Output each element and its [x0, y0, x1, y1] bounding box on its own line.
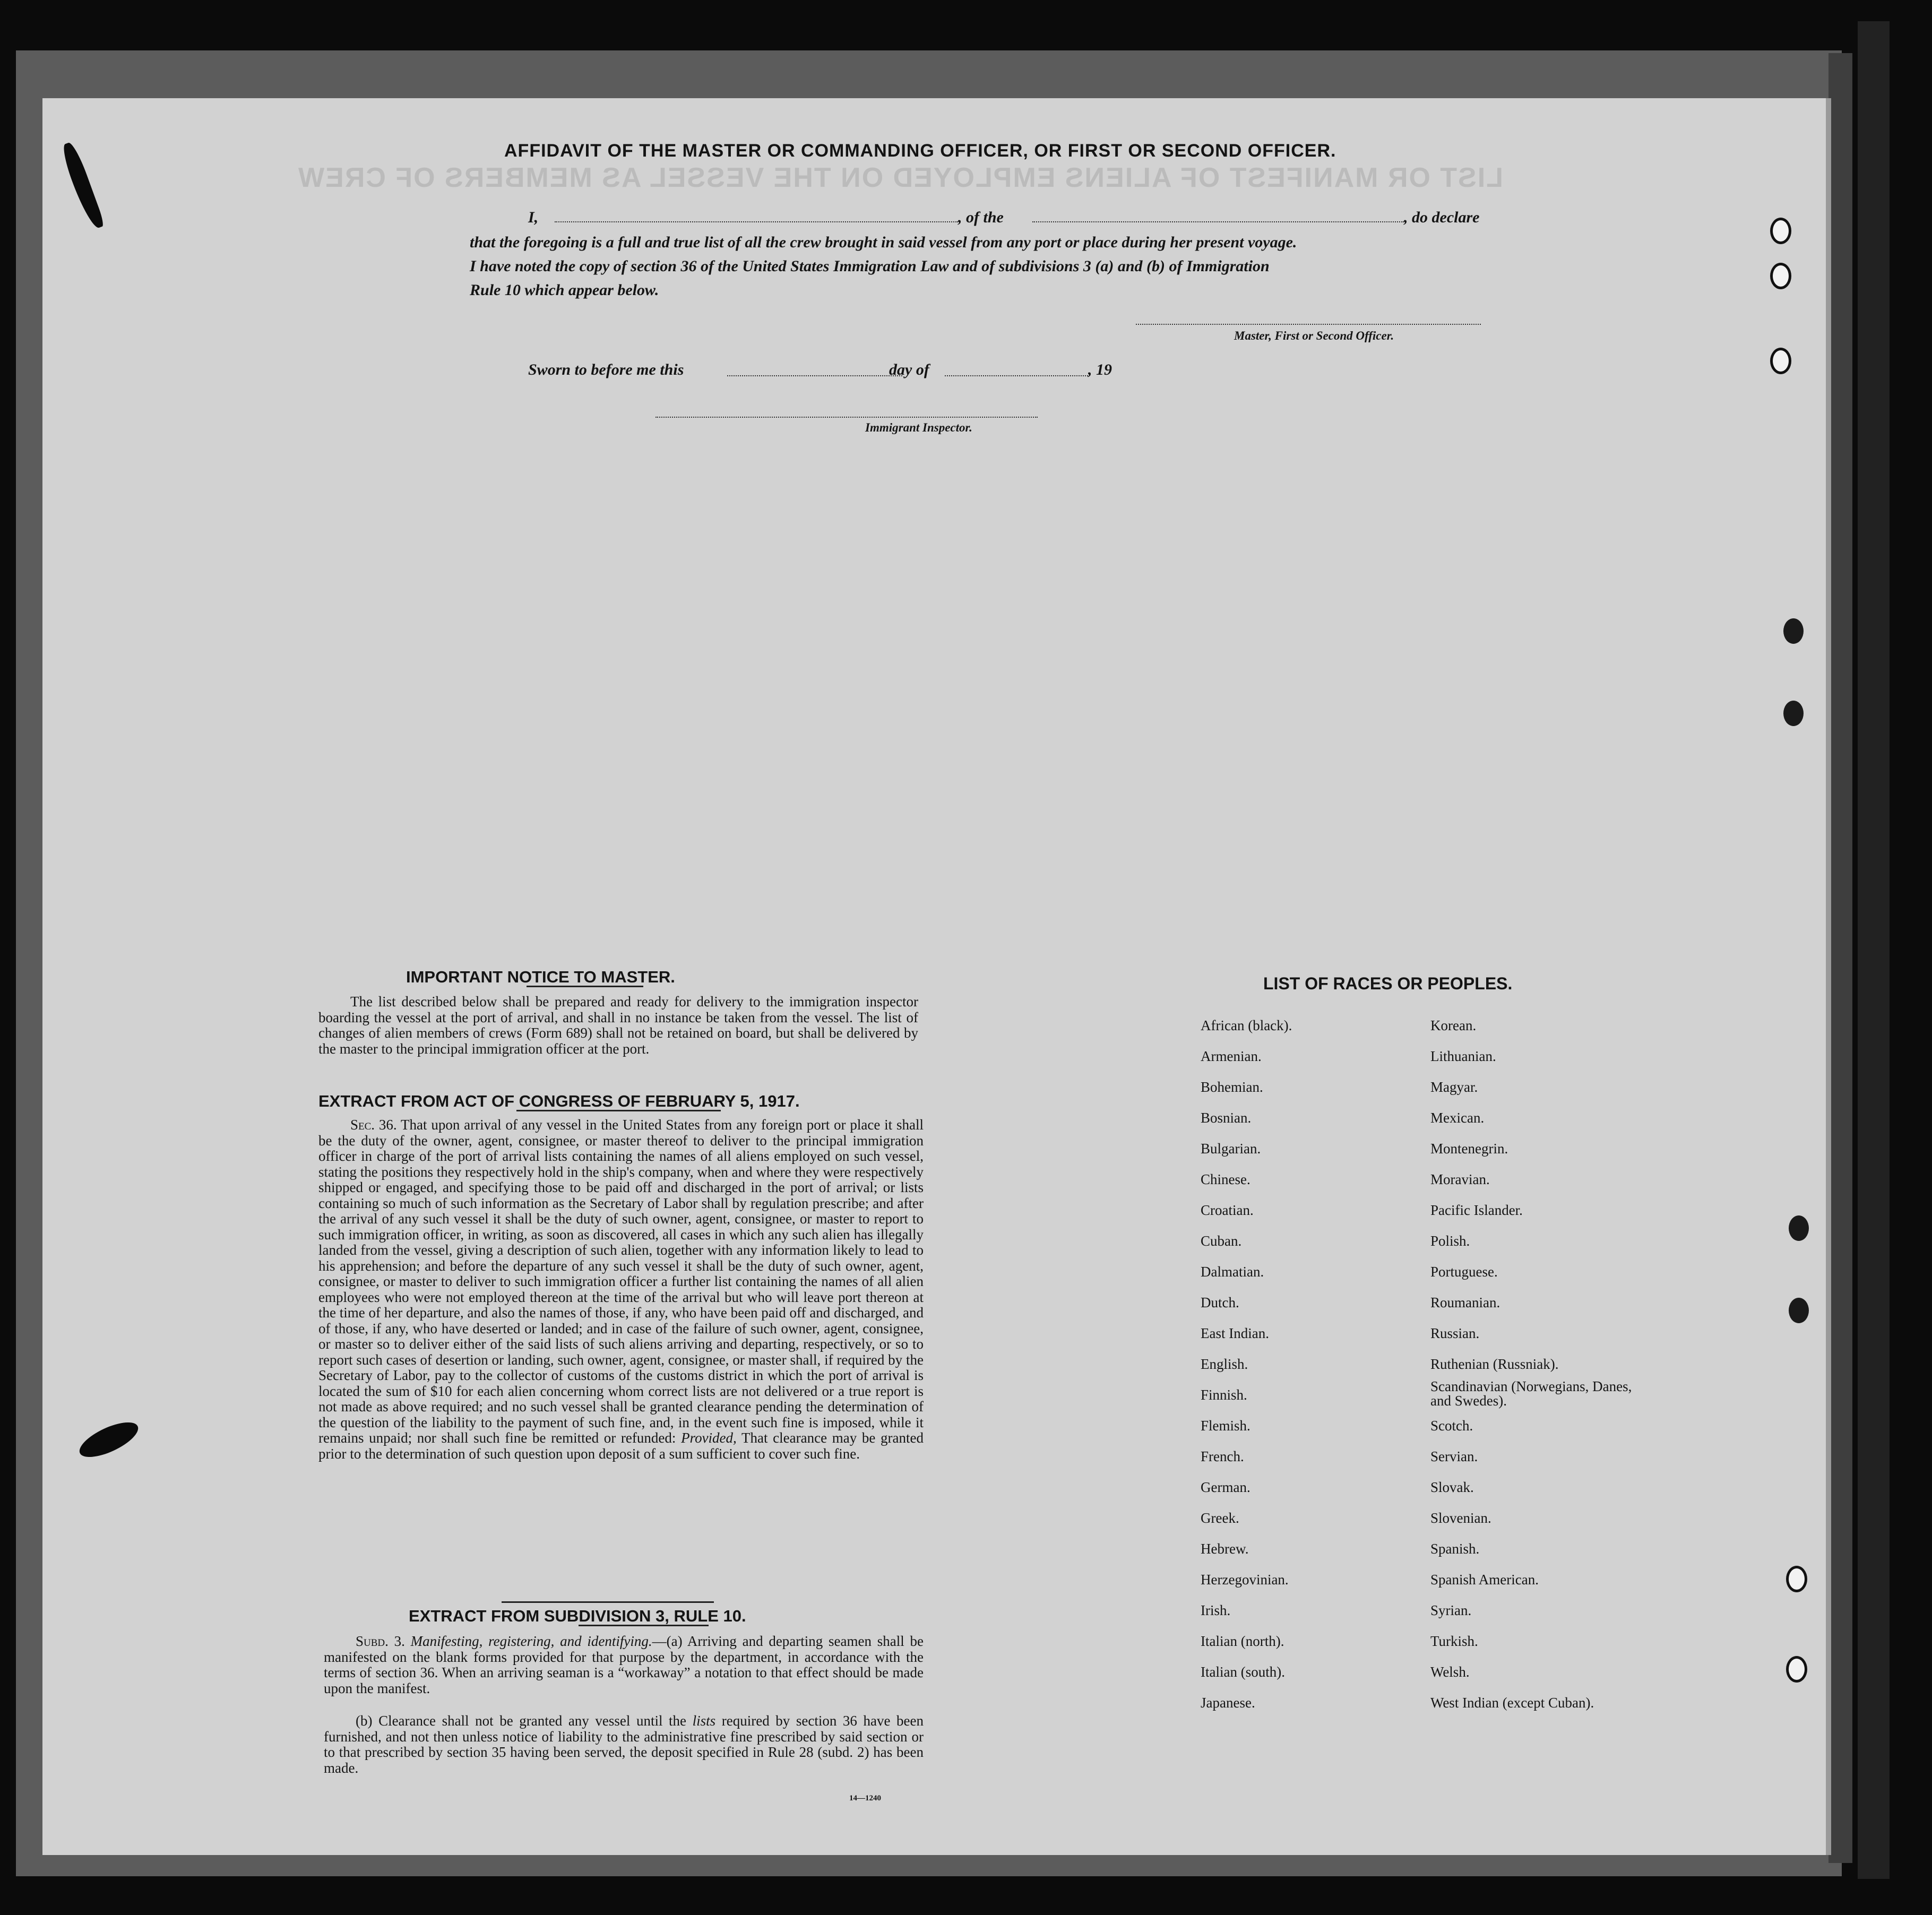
notice-title: IMPORTANT NOTICE TO MASTER. — [406, 968, 675, 986]
para-b-start: (b) Clearance shall not be granted any vessel until the — [356, 1713, 687, 1729]
race-item: Polish. — [1430, 1233, 1470, 1249]
notice-underline — [527, 986, 643, 987]
name-blank — [555, 221, 958, 222]
punch-hole — [1783, 618, 1804, 644]
punch-hole — [1770, 263, 1791, 289]
affidavit-title: AFFIDAVIT OF THE MASTER OR COMMANDING OFFICER, OR FIRST OR SECOND OFFICER. — [504, 141, 1336, 161]
sworn-text: Sworn to before me this — [528, 361, 684, 378]
race-item: West Indian (except Cuban). — [1430, 1695, 1594, 1711]
rule-top-rule — [502, 1601, 714, 1603]
bleed-through-header: LIST OR MANIFEST OF ALIENS EMPLOYED ON THE VESSEL AS MEMBERS OF CREW — [297, 162, 1503, 193]
sworn-month-blank — [945, 375, 1088, 376]
race-item: Spanish. — [1430, 1541, 1480, 1557]
ink-stain — [59, 141, 105, 231]
race-item: Roumanian. — [1430, 1295, 1500, 1310]
race-item: Slovenian. — [1430, 1510, 1491, 1526]
rule-para-b — [324, 1713, 924, 1776]
binder-edge — [1858, 21, 1890, 1879]
race-item: French. — [1201, 1448, 1244, 1464]
affidavit-i: I, — [528, 209, 539, 226]
form-number: 14—1240 — [849, 1794, 881, 1802]
notice-body: The list described below shall be prepared and ready for delivery to the immigration inspector boarding the vessel at the port of arrival, and shall in no instance be taken from the vessel. The list of changes of alien members of crews (Form 689) shall not be retained on board, but shall be delivered by the master to the principal immigration officer at the port. — [318, 994, 918, 1057]
race-item: Magyar. — [1430, 1079, 1478, 1095]
race-item: Servian. — [1430, 1448, 1478, 1464]
races-right-column — [1430, 1010, 1643, 1718]
race-item: East Indian. — [1201, 1325, 1269, 1341]
race-item: Scotch. — [1430, 1418, 1473, 1434]
subd-label: Subd. 3. — [356, 1633, 405, 1649]
punch-hole — [1770, 218, 1791, 244]
race-item: Slovak. — [1430, 1479, 1474, 1495]
race-item: Flemish. — [1201, 1418, 1250, 1434]
para-b-end: required by section 36 have been furnished, and not then unless notice of liability to the administrative fine prescribed by said section or to that prescribed by section 35 having been served, the deposit specified in Rule 28 (subd. 2) has been made. — [324, 1713, 924, 1776]
races-left-column — [1201, 1010, 1292, 1718]
provided-word: Provided, — [681, 1430, 737, 1446]
race-item: Italian (north). — [1201, 1633, 1284, 1649]
inspector-label: Immigrant Inspector. — [865, 421, 972, 434]
act-tail: That clearance may be granted prior to the determination of such question upon deposit of a sum sufficient to cover such fine. — [318, 1430, 924, 1462]
subd-heading: Manifesting, registering, and identifying. — [410, 1633, 652, 1649]
rule-title: EXTRACT FROM SUBDIVISION 3, RULE 10. — [409, 1607, 746, 1625]
race-item: Welsh. — [1430, 1664, 1470, 1680]
punch-hole — [1789, 1298, 1809, 1323]
race-item: Chinese. — [1201, 1171, 1250, 1187]
race-item: Bosnian. — [1201, 1110, 1252, 1126]
race-item: Japanese. — [1201, 1695, 1255, 1711]
ink-stain — [75, 1416, 143, 1464]
race-item: Pacific Islander. — [1430, 1202, 1523, 1218]
race-item: Herzegovinian. — [1201, 1572, 1289, 1588]
affidavit-of-the: , of the — [958, 209, 1004, 226]
punch-hole — [1786, 1656, 1807, 1683]
race-item: Scandinavian (Norwegians, Danes, and Swedes). — [1430, 1378, 1632, 1409]
race-item: Hebrew. — [1201, 1541, 1249, 1557]
race-item: Lithuanian. — [1430, 1048, 1496, 1064]
inspector-line — [656, 417, 1038, 418]
signature-line — [1136, 324, 1481, 325]
race-item: Greek. — [1201, 1510, 1239, 1526]
manifest-page — [42, 98, 1831, 1855]
race-item: English. — [1201, 1356, 1248, 1372]
affidavit-declare: , do declare — [1404, 209, 1480, 226]
race-item: Finnish. — [1201, 1387, 1247, 1403]
act-title: EXTRACT FROM ACT OF CONGRESS OF FEBRUARY 5, 1917. — [318, 1092, 800, 1110]
race-item: Turkish. — [1430, 1633, 1478, 1649]
affidavit-line-4: Rule 10 which appear below. — [470, 281, 659, 299]
affidavit-line-2: that the foregoing is a full and true list of all the crew brought in said vessel from any port or place during her present voyage. — [470, 234, 1297, 251]
race-item: Dalmatian. — [1201, 1264, 1264, 1280]
race-item: Portuguese. — [1430, 1264, 1498, 1280]
race-item: Dutch. — [1201, 1295, 1239, 1310]
race-item: Korean. — [1430, 1017, 1477, 1033]
punch-hole — [1789, 1215, 1809, 1241]
sworn-day-blank — [727, 375, 902, 376]
act-underline — [516, 1110, 721, 1111]
act-text: That upon arrival of any vessel in the United States from any foreign port or place it shall be the duty of the owner, agent, consignee, or master thereof to deliver to the principal immigration officer in charge of the port of arrival lists containing the names of all aliens employed on such vessel, stating the positions they respectively hold in the ship's company, when and where they were respectively shipped or engaged, and specifying those to be paid off and discharged in the port of arrival; or lists containing so much of such information as the Secretary of Labor shall by regulation prescribe; and after the arrival of any such vessel it shall be the duty of such owner, agent, consignee, or master to report to such immigration officer, in writing, as soon as discovered, all cases in which any such alien has illegally landed from the vessel, giving a description of such alien, together with any information likely to lead to his apprehension; and before the departure of any such vessel it shall be the duty of such owner, agent, consignee, or master to deliver to such immigration officer a further list containing the names of all alien employees who were not employed thereon at the time of the arrival but who will leave port thereon at the time of her departure, and also the names of those, if any, who have been paid off and discharged, and of those, if any, who have deserted or landed; and in case of the failure of such owner, agent, consignee, or master so to deliver either of the said lists of such aliens arriving and departing, respectively, or so to report such cases of desertion or landing, such owner, agent, consignee, or master shall, if required by the Secretary of Labor, pay to the collector of customs of the customs district in which the port of arrival is located the sum of $10 for each alien concerning whom correct lists are not delivered or a true report is not made as above required; and no such vessel shall be granted clearance pending the determination of the question of the liability to the payment of such fine, and, in the event such fine is imposed, while it remains unpaid; nor shall such fine be remitted or refunded: — [318, 1117, 924, 1446]
races-title: LIST OF RACES OR PEOPLES. — [1263, 974, 1513, 993]
sec-label: Sec. 36. — [350, 1117, 397, 1133]
race-item: Bulgarian. — [1201, 1141, 1261, 1157]
race-item: Ruthenian (Russniak). — [1430, 1356, 1559, 1372]
page-edge — [1828, 53, 1852, 1863]
day-of-text: day of — [889, 361, 929, 378]
race-item: African (black). — [1201, 1017, 1292, 1033]
race-item: Bohemian. — [1201, 1079, 1263, 1095]
race-item: Irish. — [1201, 1602, 1231, 1618]
para-a-text: —(a) Arriving and departing seamen shall be manifested on the blank forms provided for that purpose by the department, in accordance with the terms of section 36. When an arriving seaman is a “workaway” a notation to that effect should be made upon the manifest. — [324, 1633, 924, 1696]
race-item: German. — [1201, 1479, 1250, 1495]
race-item: Italian (south). — [1201, 1664, 1285, 1680]
vessel-blank — [1032, 221, 1404, 222]
rule-underline — [579, 1625, 709, 1626]
race-item: Syrian. — [1430, 1602, 1472, 1618]
race-item: Armenian. — [1201, 1048, 1262, 1064]
race-item: Montenegrin. — [1430, 1141, 1508, 1157]
year-text: , 19 — [1088, 361, 1112, 378]
para-b-lists: lists — [692, 1713, 716, 1729]
act-body — [318, 1117, 924, 1462]
race-item: Mexican. — [1430, 1110, 1485, 1126]
race-item: Croatian. — [1201, 1202, 1254, 1218]
master-label: Master, First or Second Officer. — [1234, 329, 1394, 342]
affidavit-line-3: I have noted the copy of section 36 of the United States Immigration Law and of subdivisions 3 (a) and (b) of Immigration — [470, 257, 1270, 275]
rule-para-a — [324, 1634, 924, 1696]
punch-hole — [1786, 1566, 1807, 1592]
race-item: Moravian. — [1430, 1171, 1490, 1187]
race-item: Russian. — [1430, 1325, 1480, 1341]
punch-hole — [1783, 701, 1804, 726]
race-item: Spanish American. — [1430, 1572, 1539, 1588]
race-item: Cuban. — [1201, 1233, 1242, 1249]
punch-hole — [1770, 348, 1791, 374]
